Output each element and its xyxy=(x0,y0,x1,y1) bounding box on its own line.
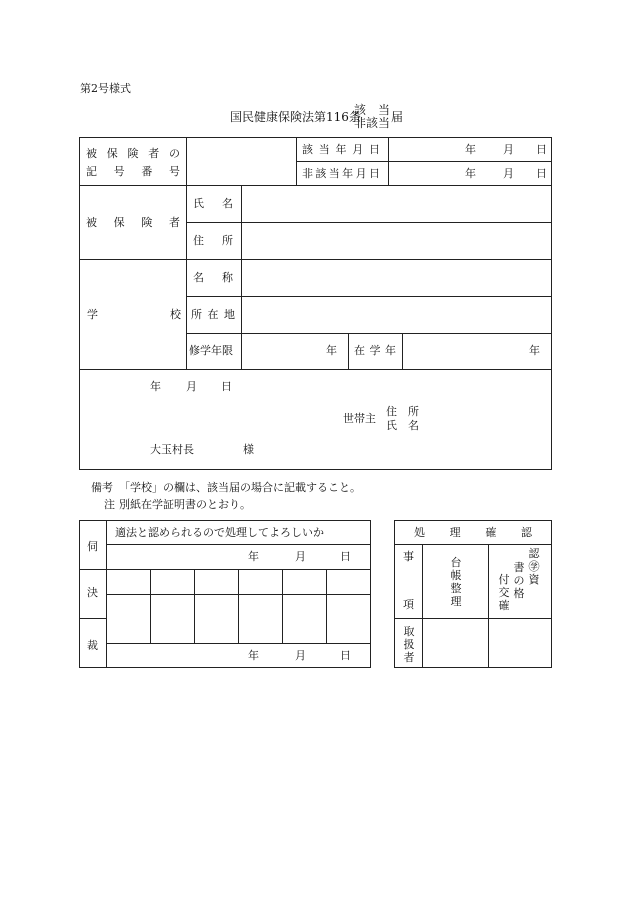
stamp-cell[interactable] xyxy=(239,570,282,594)
applicable-day-unit: 日 xyxy=(536,143,547,156)
approval-year-unit: 年 xyxy=(248,649,259,662)
insured-address-field[interactable] xyxy=(242,223,551,259)
item-label-top: 事 xyxy=(403,550,414,563)
inquiry-day-unit: 日 xyxy=(340,550,351,563)
applicable-date-label: 該 当 年 月 日 xyxy=(302,143,380,156)
non-applicable-month-unit: 月 xyxy=(503,167,514,180)
note1-label: 備考 xyxy=(91,481,113,494)
stamp-cell[interactable] xyxy=(283,570,326,594)
stamp-cell[interactable] xyxy=(151,570,194,594)
title-suffix: 届 xyxy=(391,110,404,124)
note1-text: 「学校」の欄は、該当届の場合に記載すること。 xyxy=(119,481,361,494)
inquiry-month-unit: 月 xyxy=(295,550,306,563)
title-option-applicable: 該 当 xyxy=(354,103,391,117)
name-label: 氏 名 xyxy=(193,197,233,210)
approval-day-unit: 日 xyxy=(340,649,351,662)
submission-month-unit: 月 xyxy=(186,380,197,393)
insured-code-label-line2: 記 号 番 号 xyxy=(86,165,180,178)
term-unit: 年 xyxy=(326,344,337,357)
decision-label: 決 xyxy=(87,586,98,599)
handler-label: 取扱者 xyxy=(403,625,415,664)
inquiry-label: 伺 xyxy=(87,540,98,553)
location-label: 所 在 地 xyxy=(191,308,235,321)
term-label: 修学年限 xyxy=(189,344,233,357)
non-applicable-date-label: 非 該 当 年 月 日 xyxy=(302,167,380,180)
inquiry-text: 適法と認められるので処理してよろしいか xyxy=(115,526,324,539)
form-number: 第2号様式 xyxy=(80,82,131,95)
note2-label: 注 xyxy=(104,498,115,511)
enrolled-label: 在 学 年 xyxy=(354,344,396,357)
title-prefix: 国民健康保険法第116条 xyxy=(230,110,361,124)
non-applicable-year-unit: 年 xyxy=(465,167,476,180)
stamp-cell[interactable] xyxy=(327,570,370,594)
insured-code-label-line1: 被 保 険 者 の xyxy=(86,147,180,160)
address-label: 住 所 xyxy=(193,234,233,247)
householder-address-label: 住 所 xyxy=(386,405,419,418)
applicable-year-unit: 年 xyxy=(465,143,476,156)
applicable-month-unit: 月 xyxy=(503,143,514,156)
insured-code-value[interactable] xyxy=(187,138,296,185)
approval-month-unit: 月 xyxy=(295,649,306,662)
note2-text: 別紙在学証明書のとおり。 xyxy=(119,498,251,511)
approval-label: 裁 xyxy=(87,639,98,652)
certificate-col2: 書の格 xyxy=(513,561,525,600)
addressee: 大玉村長 xyxy=(150,443,194,456)
school-label-a: 学 xyxy=(87,308,98,321)
school-location-field[interactable] xyxy=(242,297,551,333)
processing-title: 処 理 確 認 xyxy=(414,526,532,539)
school-name-label: 名 称 xyxy=(193,271,233,284)
ledger-label: 台帳整理 xyxy=(450,556,462,608)
submission-year-unit: 年 xyxy=(150,380,161,393)
insured-label: 被 保 険 者 xyxy=(86,216,180,229)
handler-ledger-cell[interactable] xyxy=(423,619,488,667)
certificate-col3: 付交確 xyxy=(498,573,510,612)
honorific: 様 xyxy=(243,443,254,456)
school-name-field[interactable] xyxy=(242,260,551,296)
stamp-cell[interactable] xyxy=(107,570,150,594)
insured-name-field[interactable] xyxy=(242,186,551,222)
householder-name-label: 氏 名 xyxy=(386,419,419,432)
certificate-col1: 認㊫資 xyxy=(528,547,540,586)
stamp-cell[interactable] xyxy=(195,570,238,594)
inquiry-year-unit: 年 xyxy=(248,550,259,563)
enrolled-unit: 年 xyxy=(529,344,540,357)
title-option-non-applicable: 非該当 xyxy=(354,116,391,130)
school-label-b: 校 xyxy=(170,308,181,321)
submission-day-unit: 日 xyxy=(221,380,232,393)
non-applicable-day-unit: 日 xyxy=(536,167,547,180)
handler-certificate-cell[interactable] xyxy=(489,619,551,667)
item-label-bottom: 項 xyxy=(403,598,414,611)
householder-label: 世帯主 xyxy=(343,412,376,425)
